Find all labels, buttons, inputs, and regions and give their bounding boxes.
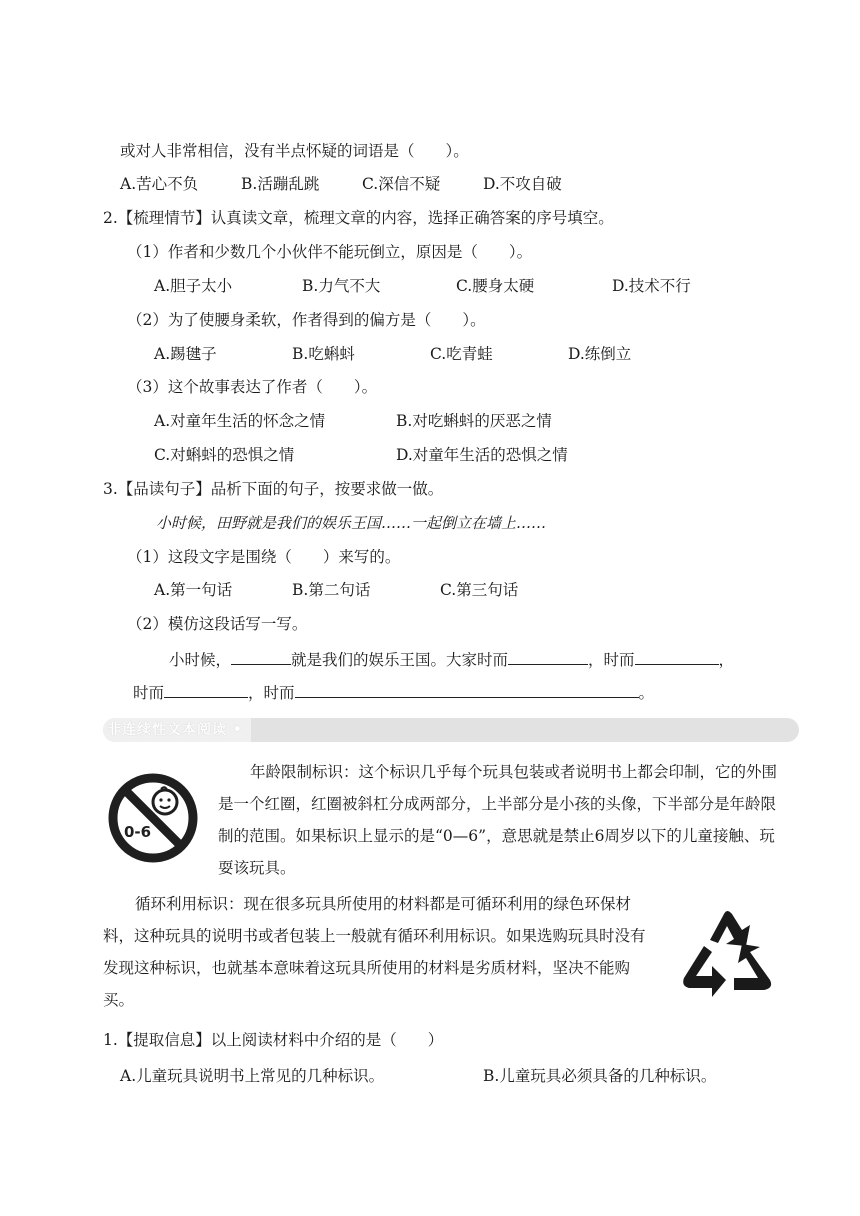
q1-option-d: D.不攻自破 [483,175,562,193]
q1-stem-tail: 或对人非常相信，没有半点怀疑的词语是（ ）。 [120,142,469,160]
q2-sub2-option-c: C.吃青蛙 [430,345,493,363]
q3-sub1-option-b: B.第二句话 [292,581,371,599]
q3-sub1-option-a: A.第一句话 [154,581,233,599]
q2-sub3-option-a: A.对童年生活的怀念之情 [154,412,326,430]
q2-sub1-option-b: B.力气不大 [302,277,381,295]
q1-option-c: C.深信不疑 [362,175,441,193]
answer-blank[interactable] [231,648,291,665]
q2-sub1-option-c: C.腰身太硬 [456,277,535,295]
q1-option-b: B.活蹦乱跳 [241,175,320,193]
fill-text: ， [718,651,735,669]
q4-option-a: A.儿童玩具说明书上常见的几种标识。 [120,1067,385,1085]
q2-sub1-option-a: A.胆子太小 [154,277,233,295]
recycle-icon [676,900,778,1000]
q2-sub3-option-c: C.对蝌蚪的恐惧之情 [154,446,295,464]
q3-sub2: （2）模仿这段话写一写。 [127,615,308,633]
q4-option-b: B.儿童玩具必须具备的几种标识。 [483,1067,717,1085]
q1-option-a: A.苦心不负 [120,175,199,193]
answer-blank[interactable] [295,681,639,698]
q2-sub3: （3）这个故事表达了作者（ ）。 [127,378,378,396]
age-limit-label: 0-6 [124,823,152,841]
q3-fill-line2 [133,681,654,703]
q2-sub2-option-b: B.吃蝌蚪 [292,345,355,363]
q2-title: 2.【梳理情节】认真读文章，梳理文章的内容，选择正确答案的序号填空。 [103,209,614,227]
answer-blank[interactable] [508,648,588,665]
q3-fill-line1 [169,648,734,670]
fill-text: 时而 [133,684,165,702]
answer-blank[interactable] [164,681,248,698]
q2-sub1: （1）作者和少数几个小伙伴不能玩倒立，原因是（ ）。 [127,243,533,261]
fill-text: 。 [638,684,655,702]
q2-sub3-option-d: D.对童年生活的恐惧之情 [396,446,568,464]
q2-sub2: （2）为了使腰身柔软，作者得到的偏方是（ ）。 [127,311,486,329]
q3-title: 3.【品读句子】品析下面的句子，按要求做一做。 [103,480,444,498]
q2-sub2-option-a: A.踢毽子 [154,345,217,363]
age-limit-icon [107,772,199,864]
fill-text: ，时而 [248,684,295,702]
q2-sub2-option-d: D.练倒立 [568,345,632,363]
q3-sub1: （1）这段文字是围绕（ ）来写的。 [127,548,401,566]
q2-sub1-option-d: D.技术不行 [612,277,691,295]
fill-text: ，时而 [588,651,635,669]
section-label: 非连续性文本阅读 • [103,718,251,742]
q3-quote: 小时候，田野就是我们的娱乐王国……一起倒立在墙上…… [156,514,547,532]
q3-sub1-option-c: C.第三句话 [440,581,519,599]
material-age-limit: 年龄限制标识：这个标识几乎每个玩具包装或者说明书上都会印制，它的外围是一个红圈，红圈被斜杠分成两部分，上半部分是小孩的头像，下半部分是年龄限制的范围。如果标识上显示的是“0—6”，意思就是禁止6周岁以下的儿童接触、玩耍该玩具。 [218,763,778,877]
fill-text: 小时候， [169,651,232,669]
material-recycle: 循环利用标识：现在很多玩具所使用的材料都是可循环利用的绿色环保材料，这种玩具的说明书或者包装上一般就有循环利用标识。如果选购玩具时没有发现这种标识，也就基本意味着这玩具所使用的材料是劣质材料，坚决不能购买。 [103,895,646,1009]
q4-title: 1.【提取信息】以上阅读材料中介绍的是（ ） [103,1031,444,1049]
q2-sub3-option-b: B.对吃蝌蚪的厌恶之情 [396,412,552,430]
section-title: 非连续性文本阅读 [107,722,227,738]
fill-text: 就是我们的娱乐王国。大家时而 [291,651,509,669]
answer-blank[interactable] [635,648,719,665]
section-header-bar [103,718,799,742]
